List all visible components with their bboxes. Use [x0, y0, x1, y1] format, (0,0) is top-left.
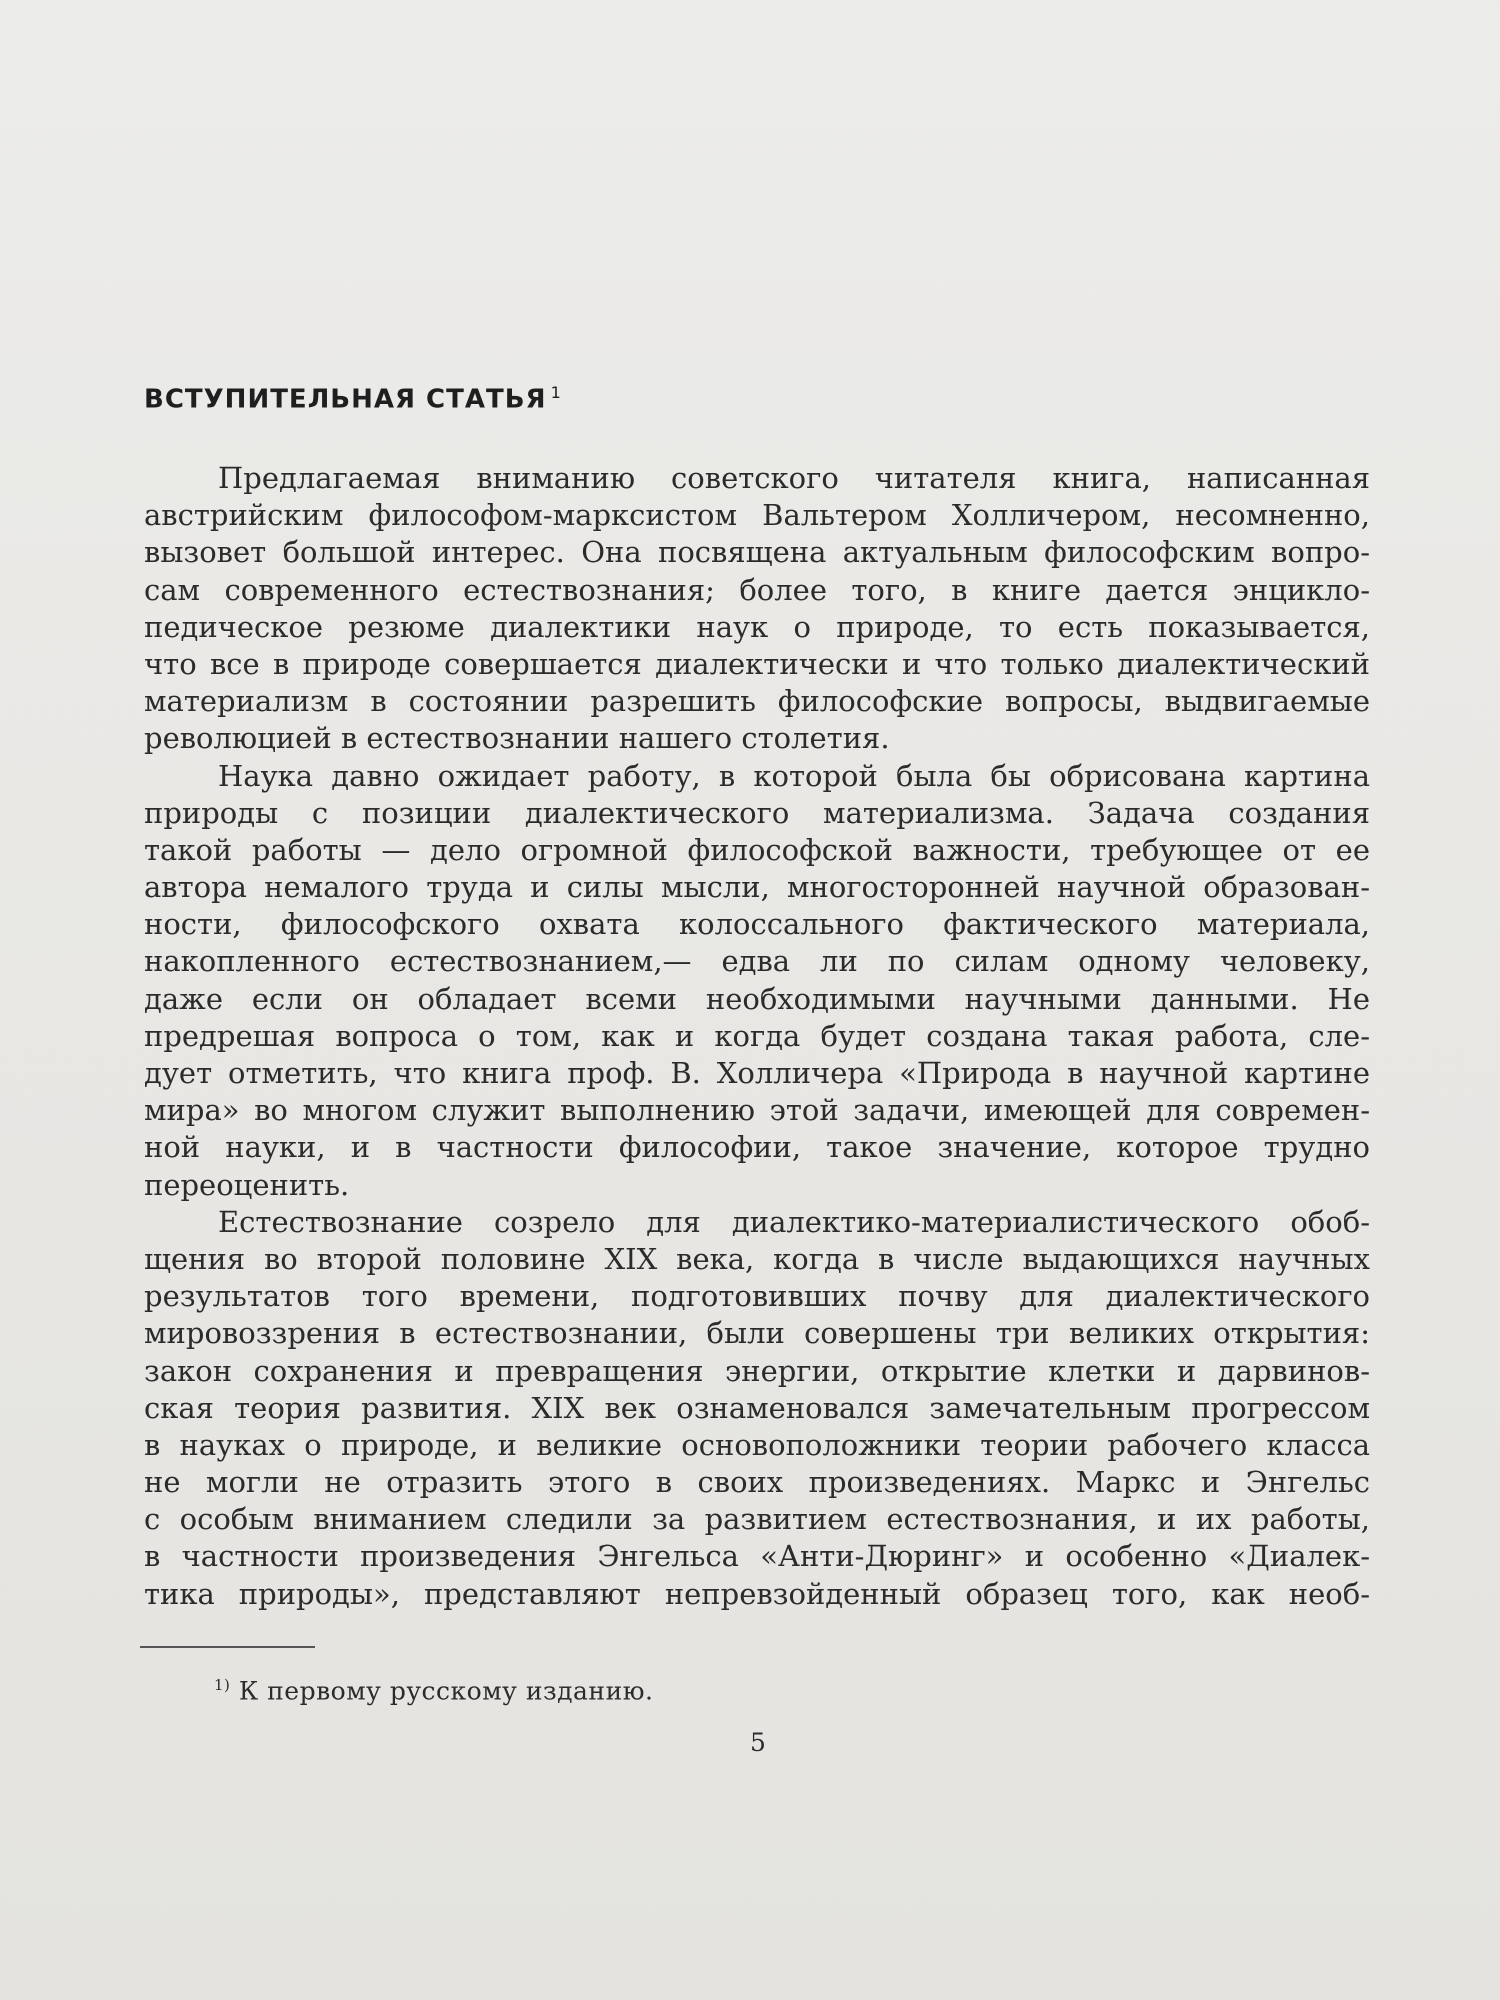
text-line: закон сохранения и превращения энергии, открытие клетки и дарвинов- — [144, 1353, 1370, 1388]
text-line: вызовет большой интерес. Она посвящена актуальным философским вопро- — [144, 535, 1370, 570]
text-line: природы с позиции диалектического материализма. Задача создания — [144, 795, 1370, 830]
text-line: ности, философского охвата колоссального фактического материала, — [144, 907, 1370, 942]
footnote-text: К первому русскому изданию. — [230, 1676, 654, 1706]
text-line: педическое резюме диалектики наук о природе, то есть показывается, — [144, 609, 1370, 644]
page-number: 5 — [750, 1728, 766, 1757]
text-line: дует отметить, что книга проф. В. Холличера «Природа в научной картине — [144, 1056, 1370, 1090]
heading-footnote-marker: 1 — [550, 383, 562, 402]
text-line: Предлагаемая вниманию советского читателя книга, написанная — [218, 461, 1370, 495]
text-line: мировоззрения в естествознании, были совершены три великих открытия: — [144, 1316, 1370, 1351]
text-line: ская теория развития. XIX век ознаменовался замечательным прогрессом — [144, 1390, 1370, 1425]
text-line: сам современного естествознания; более того, в книге дается энцикло- — [144, 572, 1370, 607]
chapter-heading — [144, 383, 562, 415]
text-line: Естествознание созрело для диалектико-материалистического обоб- — [218, 1204, 1370, 1239]
text-line: тика природы», представляют непревзойденный образец того, как необ- — [144, 1576, 1370, 1611]
text-line: не могли не отразить этого в своих произведениях. Маркс и Энгельс — [144, 1465, 1370, 1500]
footnote-marker: 1) — [214, 1676, 231, 1694]
body-text — [144, 460, 1370, 1613]
text-line: переоценить. — [144, 1167, 350, 1202]
text-line: даже если он обладает всеми необходимыми научными данными. Не — [144, 981, 1370, 1016]
text-line: щения во второй половине XIX века, когда в числе выдающихся научных — [144, 1241, 1370, 1276]
footnote-divider — [140, 1646, 315, 1648]
heading-text: ВСТУПИТЕЛЬНАЯ СТАТЬЯ — [144, 384, 547, 415]
text-line: Наука давно ожидает работу, в которой была бы обрисована картина — [218, 758, 1370, 793]
text-line: предрешая вопроса о том, как и когда будет создана такая работа, сле- — [144, 1018, 1370, 1053]
text-line: австрийским философом-марксистом Вальтером Холличером, несомненно, — [144, 498, 1370, 533]
text-line: мира» во многом служит выполнению этой задачи, имеющей для современ- — [144, 1093, 1370, 1128]
text-line: в частности произведения Энгельса «Анти-Дюринг» и особенно «Диалек- — [144, 1539, 1370, 1574]
text-line: накопленного естествознанием,— едва ли по силам одному человеку, — [144, 944, 1370, 979]
text-line: результатов того времени, подготовивших почву для диалектического — [144, 1279, 1370, 1314]
text-line: что все в природе совершается диалектически и что только диалектический — [144, 646, 1370, 681]
text-line: с особым вниманием следили за развитием естествознания, и их работы, — [144, 1502, 1370, 1537]
text-line: ной науки, и в частности философии, такое значение, которое трудно — [144, 1130, 1370, 1165]
footnote — [214, 1676, 653, 1705]
text-line: революцией в естествознании нашего столетия. — [144, 721, 890, 756]
text-line: такой работы — дело огромной философской важности, требующее от ее — [144, 832, 1370, 867]
text-line: в науках о природе, и великие основоположники теории рабочего класса — [144, 1427, 1370, 1462]
text-line: автора немалого труда и силы мысли, многосторонней научной образован- — [144, 870, 1370, 905]
text-line: материализм в состоянии разрешить философские вопросы, выдвигаемые — [144, 684, 1370, 719]
